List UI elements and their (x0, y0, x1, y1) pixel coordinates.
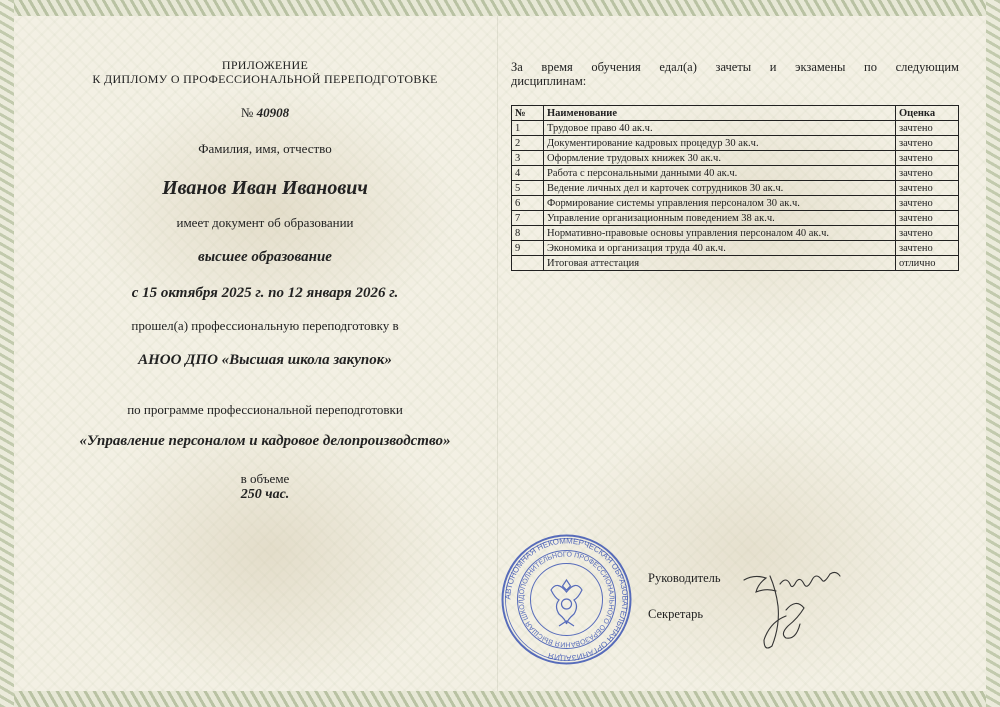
intro-word: по (864, 60, 877, 74)
row-number: 4 (512, 166, 544, 181)
row-number: 8 (512, 226, 544, 241)
seal-svg (499, 532, 634, 667)
disciplines-intro (511, 60, 959, 88)
right-border-ornament (986, 0, 1000, 707)
passed-text: прошел(а) профессиональную переподготовку в (131, 318, 399, 333)
discipline-name: Ведение личных дел и карточек сотрудников 30 ак.ч. (544, 181, 896, 196)
grade: отлично (896, 256, 959, 271)
title-line-1: ПРИЛОЖЕНИЕ (221, 58, 309, 72)
intro-word: время (541, 60, 573, 74)
discipline-name: Итоговая аттестация (544, 256, 896, 271)
fio-label: Фамилия, имя, отчество (198, 141, 332, 156)
number-value: 40908 (256, 105, 290, 120)
grade: зачтено (896, 136, 959, 151)
header-number: № (512, 106, 544, 121)
grade: зачтено (896, 121, 959, 136)
intro-word: зачеты (715, 60, 752, 74)
grades-table-body (512, 121, 959, 271)
grade: зачтено (896, 181, 959, 196)
volume-label: в объеме (240, 471, 290, 486)
row-number: 2 (512, 136, 544, 151)
intro-word: обучения (591, 60, 641, 74)
organization-name: АНОО ДПО «Высшая школа закупок» (138, 352, 392, 368)
table-row (512, 196, 959, 211)
intro-line-2: дисциплинам: (511, 74, 587, 88)
row-number: 7 (512, 211, 544, 226)
program-name: «Управление персоналом и кадровое делопроизводство» (79, 433, 451, 449)
row-number: 9 (512, 241, 544, 256)
discipline-name: Оформление трудовых книжек 30 ак.ч. (544, 151, 896, 166)
discipline-name: Формирование системы управления персоналом 30 ак.ч. (544, 196, 896, 211)
row-number: 5 (512, 181, 544, 196)
grade: зачтено (896, 166, 959, 181)
table-row (512, 121, 959, 136)
row-number (512, 256, 544, 271)
table-row (512, 256, 959, 271)
intro-word: едал(а) (659, 60, 697, 74)
header-grade: Оценка (896, 106, 959, 121)
grade: зачтено (896, 196, 959, 211)
grade: зачтено (896, 226, 959, 241)
page-fold (497, 16, 498, 691)
table-row (512, 181, 959, 196)
volume-value: 250 час. (240, 487, 290, 502)
full-name: Иванов Иван Иванович (162, 177, 368, 199)
table-row (512, 241, 959, 256)
table-row (512, 151, 959, 166)
row-number: 3 (512, 151, 544, 166)
round-stamp-icon (499, 532, 634, 672)
grades-table (511, 105, 959, 271)
intro-word: За (511, 60, 523, 74)
handwritten-signature (740, 562, 870, 662)
intro-word: следующим (895, 60, 959, 74)
bottom-border-ornament (0, 691, 1000, 707)
director-label: Руководитель (648, 571, 721, 585)
number-prefix: № (240, 105, 254, 120)
discipline-name: Документирование кадровых процедур 30 ак.ч. (544, 136, 896, 151)
discipline-name: Трудовое право 40 ак.ч. (544, 121, 896, 136)
grade: зачтено (896, 211, 959, 226)
seal-outer-text: АВТОНОМНАЯ НЕКОММЕРЧЕСКАЯ ОБРАЗОВАТЕЛЬНАЯ ОРГАНИЗАЦИЯ (503, 536, 630, 663)
discipline-name: Экономика и организация труда 40 ак.ч. (544, 241, 896, 256)
discipline-name: Работа с персональными данными 40 ак.ч. (544, 166, 896, 181)
top-border-ornament (0, 0, 1000, 16)
grade: зачтено (896, 241, 959, 256)
study-period: с 15 октября 2025 г. по 12 января 2026 г. (131, 285, 399, 301)
left-border-ornament (0, 0, 14, 707)
seal-inner-text: ДОПОЛНИТЕЛЬНОГО ПРОФЕССИОНАЛЬНОГО ОБРАЗОВАНИЯ ВЫСШАЯ ШКОЛ (518, 551, 615, 648)
table-row (512, 136, 959, 151)
discipline-name: Нормативно-правовые основы управления персоналом 40 ак.ч. (544, 226, 896, 241)
row-number: 6 (512, 196, 544, 211)
table-row (512, 166, 959, 181)
table-row (512, 211, 959, 226)
header-name: Наименование (544, 106, 896, 121)
appendix-number (40, 105, 490, 121)
intro-word: и (769, 60, 777, 74)
intro-word: экзамены (795, 60, 846, 74)
table-header-row (512, 106, 959, 121)
appendix-title (40, 58, 490, 86)
intro-line-1 (511, 60, 959, 74)
secretary-label: Секретарь (648, 607, 704, 621)
has-document-text: имеет документ об образовании (176, 215, 354, 230)
grade: зачтено (896, 151, 959, 166)
title-line-2: К ДИПЛОМУ О ПРОФЕССИОНАЛЬНОЙ ПЕРЕПОДГОТОВКЕ (92, 72, 438, 86)
double-headed-eagle-icon (551, 580, 582, 626)
table-row (512, 226, 959, 241)
program-label: по программе профессиональной переподготовки (127, 402, 403, 417)
row-number: 1 (512, 121, 544, 136)
discipline-name: Управление организационным поведением 38 ак.ч. (544, 211, 896, 226)
education-level: высшее образование (198, 249, 332, 265)
